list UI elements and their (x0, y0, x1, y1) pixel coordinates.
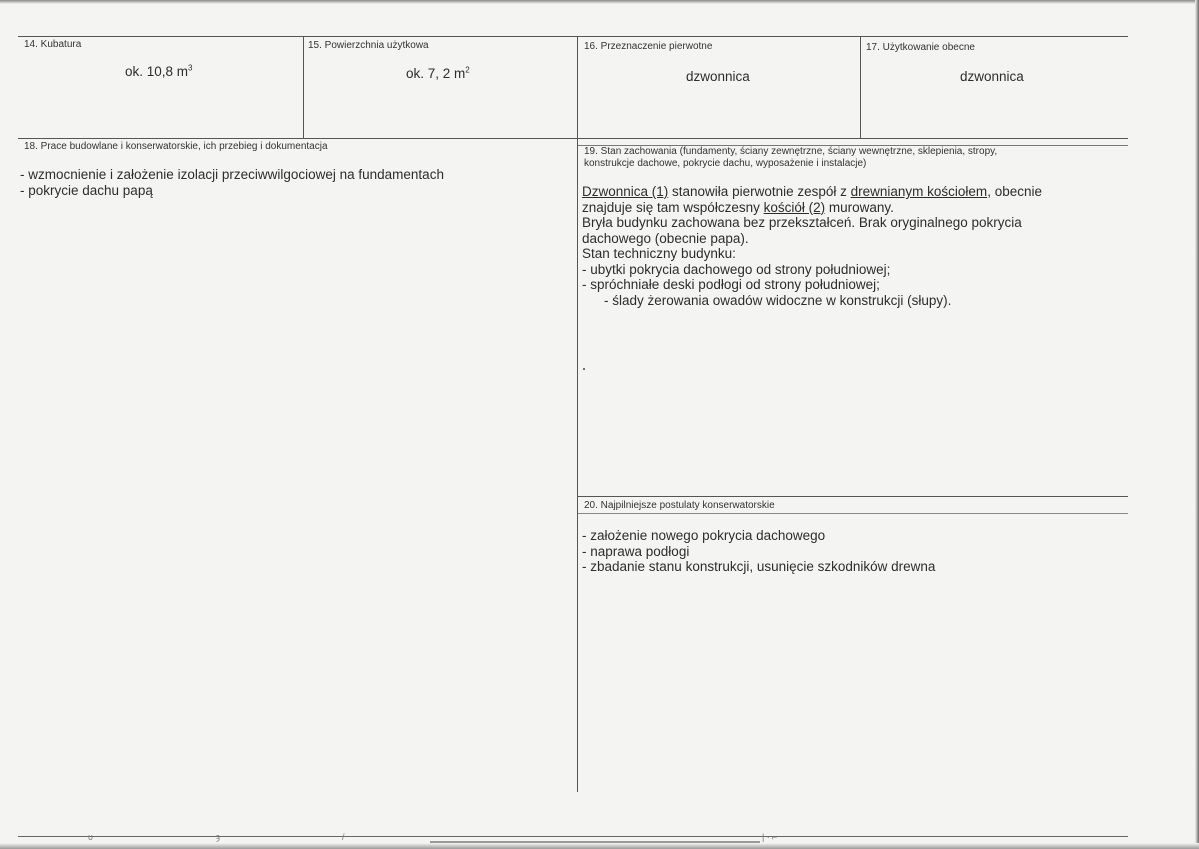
field-17-label: 17. Użytkowanie obecne (866, 42, 975, 53)
field-16-value: dzwonnica (686, 69, 750, 84)
field-19-label (584, 146, 997, 170)
field-20-line: - zbadanie stanu konstrukcji, usunięcie szkodników drewna (582, 559, 936, 574)
field-15-value-text: ok. 7, 2 m (406, 66, 466, 81)
footer-mark: | ∙ ⌐ (762, 832, 778, 842)
field-15-label: 15. Powierzchnia użytkowa (308, 40, 429, 51)
field-20-line: - naprawa podłogi (582, 543, 690, 559)
ref-kosciol: kościół (2) (763, 199, 826, 215)
field-19-line (582, 200, 1042, 216)
field-20-line: - założenie nowego pokrycia dachowego (582, 528, 826, 543)
field-18-line: - pokrycie dachu papą (20, 182, 153, 198)
scan-edge-top (0, 0, 1199, 4)
field-15-value (406, 66, 470, 82)
scan-speck (583, 368, 585, 370)
footer-mark: ȝ (216, 832, 220, 842)
footer-mark: / (342, 832, 345, 842)
footer-mark: υ (88, 832, 93, 842)
field-19-content (582, 184, 1042, 308)
divider-16-17 (860, 36, 861, 138)
divider-main (577, 36, 578, 792)
rule-row2-top (18, 138, 1128, 139)
field-16-label: 16. Przeznaczenie pierwotne (584, 41, 713, 52)
field-19-line (582, 184, 1042, 200)
field-14-label: 14. Kubatura (24, 39, 82, 50)
field-17-value: dzwonnica (960, 69, 1024, 84)
field-19-text: znajduje się tam współczesny (582, 199, 764, 215)
footer-bar (430, 841, 760, 843)
scan-edge-right (1195, 0, 1199, 849)
rule-field20-label (578, 513, 1128, 514)
field-14-value-text: ok. 10,8 m (125, 64, 189, 79)
rule-top (18, 36, 1128, 37)
field-19-text: murowany. (825, 199, 894, 215)
field-18-content (20, 167, 444, 198)
ref-dzwonnica: Dzwonnica (1) (582, 184, 669, 199)
field-14-value (125, 64, 192, 80)
field-19-label-line: 19. Stan zachowania (fundamenty, ściany zewnętrzne, ściany wewnętrzne, sklepienia, stropy, (584, 146, 998, 157)
divider-14-15 (303, 36, 304, 138)
field-14-value-exponent: 3 (188, 63, 193, 73)
field-18-label: 18. Prace budowlane i konserwatorskie, ich przebieg i dokumentacja (24, 141, 328, 152)
field-19-text: , obecnie (987, 184, 1042, 199)
field-20-content (582, 528, 935, 575)
field-19-line: dachowego (obecnie papa). (582, 230, 749, 246)
field-15-value-exponent: 2 (465, 65, 470, 75)
field-19-text: stanowiła pierwotnie zespół z (668, 184, 851, 199)
field-19-label-line: konstrukcje dachowe, pokrycie dachu, wyposażenie i instalacje) (584, 158, 867, 169)
field-19-line: Bryła budynku zachowana bez przekształceń. Brak oryginalnego pokrycia (582, 215, 1022, 230)
rule-field20-top (578, 496, 1128, 497)
ref-drewniany-kosciol: drewnianym kościołem (850, 184, 988, 199)
field-19-line: Stan techniczny budynku: (582, 246, 736, 261)
field-19-line: - ubytki pokrycia dachowego od strony południowej; (582, 261, 891, 277)
field-19-line: - ślady żerowania owadów widoczne w konstrukcji (słupy). (604, 292, 952, 308)
footer-scan-marks (20, 832, 800, 846)
field-20-label: 20. Najpilniejsze postulaty konserwatorskie (584, 500, 775, 511)
field-18-line: - wzmocnienie i założenie izolacji przeciwwilgociowej na fundamentach (20, 167, 444, 182)
field-19-line: - spróchniałe deski podłogi od strony południowej; (582, 277, 880, 292)
